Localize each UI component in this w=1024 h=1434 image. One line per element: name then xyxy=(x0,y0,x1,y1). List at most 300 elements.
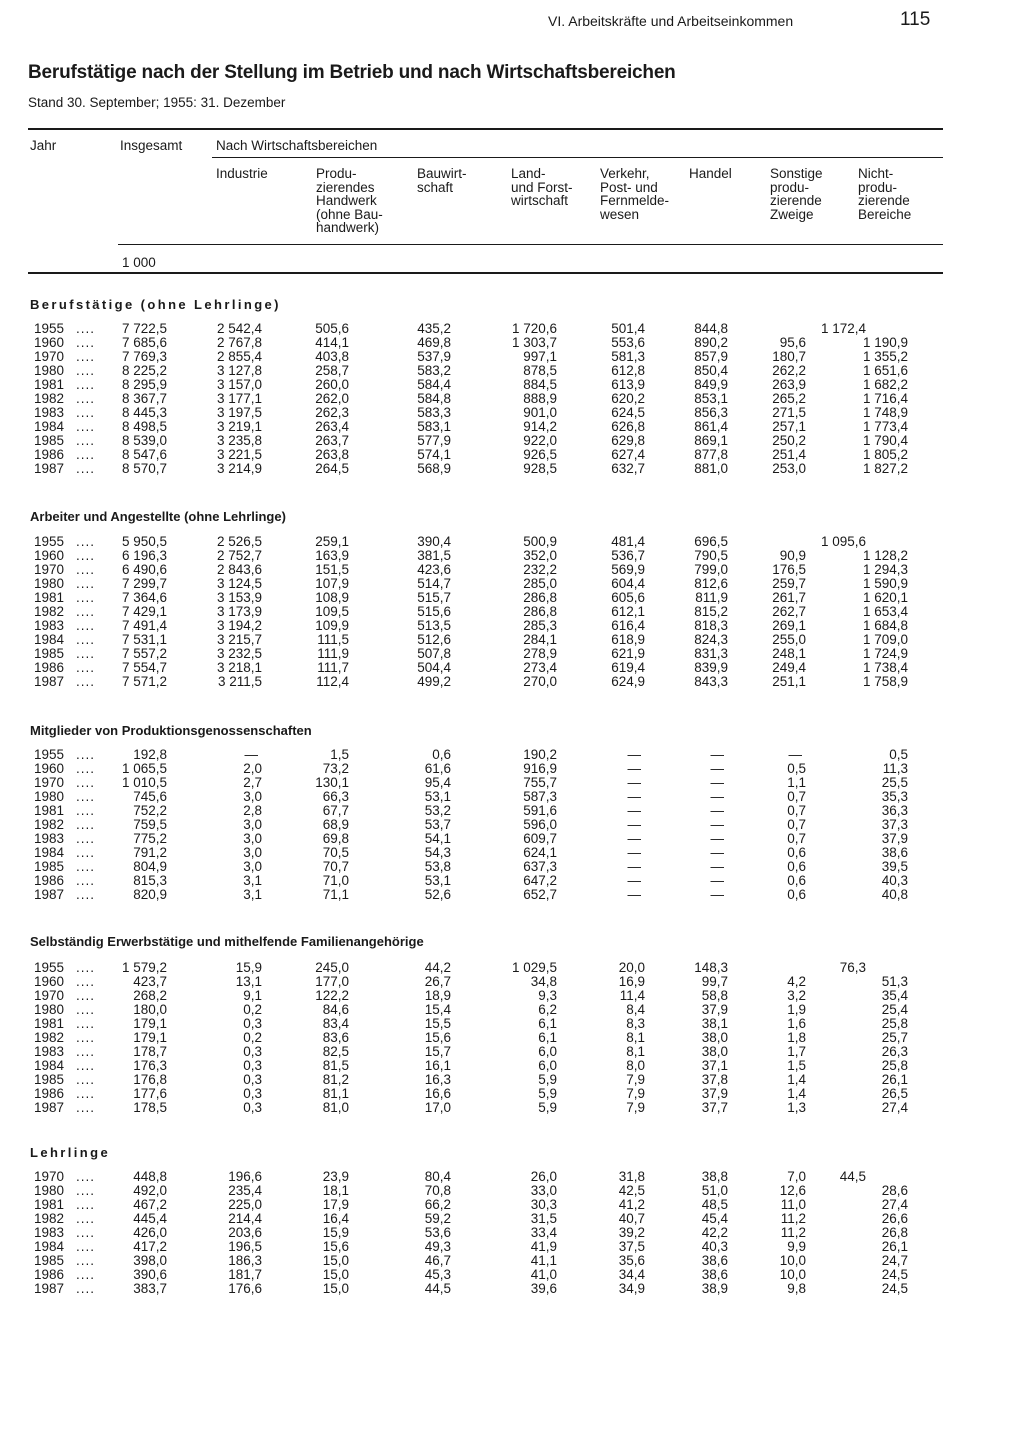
cell-industrie: 3 221,5 xyxy=(216,446,262,462)
cell-land-forst: 5,9 xyxy=(538,1085,557,1101)
cell-bauwirtschaft: 537,9 xyxy=(417,348,451,364)
cell-verkehr: 620,2 xyxy=(611,390,645,406)
cell-handwerk: 68,9 xyxy=(322,816,349,832)
leader-dots: .... xyxy=(76,404,96,420)
cell-industrie: 176,6 xyxy=(228,1280,262,1296)
row-year: 1984 xyxy=(34,844,65,860)
cell-land-forst: 286,8 xyxy=(523,589,557,605)
cell-verkehr: 612,1 xyxy=(611,603,645,619)
leader-dots: .... xyxy=(76,418,96,434)
cell-handel: 45,4 xyxy=(701,1210,728,1226)
cell-land-forst: 1 303,7 xyxy=(511,334,557,350)
cell-industrie: 13,1 xyxy=(235,973,262,989)
row-year: 1985 xyxy=(34,645,65,661)
cell-verkehr: 569,9 xyxy=(611,561,645,577)
row-year: 1980 xyxy=(34,1182,65,1198)
cell-land-forst: 878,5 xyxy=(523,362,557,378)
cell-land-forst: 926,5 xyxy=(523,446,557,462)
cell-handel: 815,2 xyxy=(694,603,728,619)
row-year: 1960 xyxy=(34,547,65,563)
row-year: 1987 xyxy=(34,673,65,689)
row-year: 1980 xyxy=(34,362,65,378)
cell-verkehr: 627,4 xyxy=(611,446,645,462)
cell-land-forst: 922,0 xyxy=(523,432,557,448)
cell-nicht-produzierende: 40,3 xyxy=(881,872,908,888)
cell-insgesamt: 7 722,5 xyxy=(121,321,167,336)
cell-land-forst: 278,9 xyxy=(523,645,557,661)
cell-verkehr: 40,7 xyxy=(618,1210,645,1226)
leader-dots: .... xyxy=(76,617,96,633)
cell-nicht-produzierende: 36,3 xyxy=(881,802,908,818)
cell-verkehr: — xyxy=(627,747,641,762)
cell-handel: 849,9 xyxy=(694,376,728,392)
cell-industrie: 3,0 xyxy=(243,816,262,832)
cell-handel: 42,2 xyxy=(701,1224,728,1240)
table-title: Berufstätige nach der Stellung im Betrieb und nach Wirtschaftsbereichen xyxy=(28,62,676,83)
cell-sonstige: 0,6 xyxy=(787,872,806,888)
cell-insgesamt: 1 010,5 xyxy=(121,774,167,790)
cell-insgesamt: 1 065,5 xyxy=(121,760,167,776)
cell-bauwirtschaft: 0,6 xyxy=(432,747,451,762)
cell-bauwirtschaft: 95,4 xyxy=(424,774,451,790)
cell-sonstige: 248,1 xyxy=(772,645,806,661)
cell-verkehr: 501,4 xyxy=(611,321,645,336)
cell-verkehr: 34,4 xyxy=(618,1266,645,1282)
cell-land-forst: 285,3 xyxy=(523,617,557,633)
cell-bauwirtschaft: 584,4 xyxy=(417,376,451,392)
cell-handel: 861,4 xyxy=(694,418,728,434)
cell-nicht-produzierende: 76,3 xyxy=(839,960,866,975)
cell-sonstige: 176,5 xyxy=(772,561,806,577)
cell-land-forst: 928,5 xyxy=(523,460,557,476)
col-nicht-produzierende: Nicht- produ- zierende Bereiche xyxy=(858,166,912,222)
cell-bauwirtschaft: 53,6 xyxy=(424,1224,451,1240)
cell-land-forst: 755,7 xyxy=(523,774,557,790)
cell-land-forst: 914,2 xyxy=(523,418,557,434)
cell-nicht-produzierende: 51,3 xyxy=(881,973,908,989)
table-row xyxy=(0,322,1024,336)
row-year: 1985 xyxy=(34,1071,65,1087)
cell-land-forst: 591,6 xyxy=(523,802,557,818)
cell-verkehr: 624,5 xyxy=(611,404,645,420)
cell-industrie: 0,3 xyxy=(243,1099,262,1115)
cell-verkehr: 619,4 xyxy=(611,659,645,675)
row-year: 1981 xyxy=(34,1196,65,1212)
cell-handwerk: 109,9 xyxy=(315,617,349,633)
cell-sonstige: 253,0 xyxy=(772,460,806,476)
cell-land-forst: 273,4 xyxy=(523,659,557,675)
section-title: Mitglieder von Produktionsgenossenschaften xyxy=(30,723,312,738)
row-year: 1970 xyxy=(34,987,65,1003)
leader-dots: .... xyxy=(76,1196,96,1212)
table-row xyxy=(0,860,1024,874)
cell-industrie: 0,3 xyxy=(243,1085,262,1101)
cell-sonstige: — xyxy=(788,747,802,762)
table-row xyxy=(0,888,1024,902)
row-year: 1984 xyxy=(34,1238,65,1254)
cell-land-forst: 6,0 xyxy=(538,1057,557,1073)
cell-industrie: 225,0 xyxy=(228,1196,262,1212)
cell-handel: 37,1 xyxy=(701,1057,728,1073)
cell-nicht-produzierende: 1 805,2 xyxy=(862,446,908,462)
cell-sonstige: 1,4 xyxy=(787,1085,806,1101)
leader-dots: .... xyxy=(76,987,96,1003)
cell-industrie: 15,9 xyxy=(235,960,262,975)
cell-verkehr: 624,9 xyxy=(611,673,645,689)
cell-insgesamt: 752,2 xyxy=(133,802,167,818)
cell-verkehr: — xyxy=(627,816,641,832)
cell-sonstige: 0,7 xyxy=(787,788,806,804)
cell-land-forst: 6,0 xyxy=(538,1043,557,1059)
row-year: 1970 xyxy=(34,774,65,790)
table-row xyxy=(0,748,1024,762)
row-year: 1960 xyxy=(34,334,65,350)
cell-land-forst: 352,0 xyxy=(523,547,557,563)
leader-dots: .... xyxy=(76,886,96,902)
cell-industrie: 3 197,5 xyxy=(216,404,262,420)
cell-handel: 37,7 xyxy=(701,1099,728,1115)
cell-insgesamt: 759,5 xyxy=(133,816,167,832)
cell-handwerk: 70,5 xyxy=(322,844,349,860)
cell-land-forst: 190,2 xyxy=(523,747,557,762)
table-row xyxy=(0,420,1024,434)
row-year: 1955 xyxy=(34,321,65,336)
cell-land-forst: 596,0 xyxy=(523,816,557,832)
cell-handwerk: 111,9 xyxy=(317,645,349,661)
table-row xyxy=(0,1017,1024,1031)
cell-handel: 857,9 xyxy=(694,348,728,364)
cell-verkehr: 35,6 xyxy=(618,1252,645,1268)
cell-handel: — xyxy=(710,774,724,790)
cell-insgesamt: 178,5 xyxy=(133,1099,167,1115)
row-year: 1980 xyxy=(34,575,65,591)
cell-handel: — xyxy=(710,886,724,902)
row-year: 1984 xyxy=(34,418,65,434)
cell-industrie: 3 211,5 xyxy=(217,673,262,689)
table-row xyxy=(0,619,1024,633)
cell-handwerk: 414,1 xyxy=(315,334,349,350)
cell-insgesamt: 417,2 xyxy=(133,1238,167,1254)
cell-nicht-produzierende: 1 190,9 xyxy=(862,334,908,350)
cell-handel: 824,3 xyxy=(694,631,728,647)
cell-insgesamt: 8 295,9 xyxy=(121,376,167,392)
cell-land-forst: 652,7 xyxy=(523,886,557,902)
cell-verkehr: 481,4 xyxy=(611,534,645,549)
cell-land-forst: 884,5 xyxy=(523,376,557,392)
cell-handwerk: 15,0 xyxy=(322,1280,349,1296)
table-row xyxy=(0,350,1024,364)
cell-sonstige: 259,7 xyxy=(772,575,806,591)
cell-bauwirtschaft: 423,6 xyxy=(417,561,451,577)
cell-sonstige: 271,5 xyxy=(772,404,806,420)
cell-bauwirtschaft: 52,6 xyxy=(424,886,451,902)
cell-sonstige: 255,0 xyxy=(772,631,806,647)
cell-nicht-produzierende: 37,3 xyxy=(881,816,908,832)
cell-nicht-produzierende: 26,8 xyxy=(881,1224,908,1240)
cell-industrie: 3 232,5 xyxy=(216,645,262,661)
leader-dots: .... xyxy=(76,589,96,605)
cell-industrie: 2,7 xyxy=(243,774,262,790)
cell-insgesamt: 179,1 xyxy=(133,1029,167,1045)
cell-insgesamt: 448,8 xyxy=(133,1169,167,1184)
cell-bauwirtschaft: 390,4 xyxy=(417,534,451,549)
table-row xyxy=(0,874,1024,888)
table-row xyxy=(0,846,1024,860)
cell-verkehr: 536,7 xyxy=(611,547,645,563)
table-row xyxy=(0,1268,1024,1282)
cell-insgesamt: 815,3 xyxy=(133,872,167,888)
cell-handwerk: 82,5 xyxy=(322,1043,349,1059)
cell-land-forst: 1 029,5 xyxy=(511,960,557,975)
cell-land-forst: 33,0 xyxy=(530,1182,557,1198)
cell-verkehr: 31,8 xyxy=(618,1169,645,1184)
row-year: 1981 xyxy=(34,376,65,392)
leader-dots: .... xyxy=(76,534,96,549)
cell-bauwirtschaft: 583,1 xyxy=(417,418,451,434)
cell-sonstige: 9,8 xyxy=(787,1280,806,1296)
section-title: Arbeiter und Angestellte (ohne Lehrlinge) xyxy=(30,509,286,524)
leader-dots: .... xyxy=(76,1252,96,1268)
cell-verkehr: 581,3 xyxy=(611,348,645,364)
cell-insgesamt: 467,2 xyxy=(133,1196,167,1212)
leader-dots: .... xyxy=(76,575,96,591)
cell-nicht-produzierende: 27,4 xyxy=(881,1196,908,1212)
cell-nicht-produzierende: 11,3 xyxy=(882,760,908,776)
cell-nicht-produzierende: 25,8 xyxy=(881,1015,908,1031)
leader-dots: .... xyxy=(76,816,96,832)
cell-industrie: 2,8 xyxy=(243,802,262,818)
cell-verkehr: 8,3 xyxy=(626,1015,645,1031)
cell-land-forst: 901,0 xyxy=(523,404,557,420)
cell-industrie: 2 752,7 xyxy=(216,547,262,563)
row-year: 1983 xyxy=(34,617,65,633)
cell-industrie: 3 219,1 xyxy=(216,418,262,434)
table-row xyxy=(0,1254,1024,1268)
col-group-wirtschaftsbereiche: Nach Wirtschaftsbereichen xyxy=(216,138,378,153)
cell-nicht-produzierende: 39,5 xyxy=(881,858,908,874)
cell-insgesamt: 7 531,1 xyxy=(121,631,167,647)
cell-nicht-produzierende: 1 294,3 xyxy=(862,561,908,577)
cell-handel: 877,8 xyxy=(694,446,728,462)
table-row xyxy=(0,1087,1024,1101)
cell-handwerk: 108,9 xyxy=(315,589,349,605)
cell-nicht-produzierende: 25,5 xyxy=(881,774,908,790)
table-row xyxy=(0,1240,1024,1254)
cell-verkehr: 616,4 xyxy=(611,617,645,633)
table-row xyxy=(0,1059,1024,1073)
cell-insgesamt: 8 539,0 xyxy=(121,432,167,448)
row-year: 1986 xyxy=(34,1085,65,1101)
row-year: 1986 xyxy=(34,872,65,888)
cell-handwerk: 81,2 xyxy=(322,1071,349,1087)
col-sonstige: Sonstige produ- zierende Zweige xyxy=(770,166,823,222)
table-row xyxy=(0,1003,1024,1017)
leader-dots: .... xyxy=(76,432,96,448)
cell-bauwirtschaft: 46,7 xyxy=(424,1252,451,1268)
cell-nicht-produzierende: 38,6 xyxy=(881,844,908,860)
cell-bauwirtschaft: 53,2 xyxy=(424,802,451,818)
cell-sonstige: 0,6 xyxy=(787,844,806,860)
cell-handel: — xyxy=(710,830,724,846)
cell-handwerk: 245,0 xyxy=(315,960,349,975)
page-number: 115 xyxy=(900,9,931,30)
cell-land-forst: 41,0 xyxy=(530,1266,557,1282)
cell-handel: — xyxy=(710,802,724,818)
cell-land-forst: 33,4 xyxy=(530,1224,557,1240)
row-year: 1955 xyxy=(34,534,65,549)
leader-dots: .... xyxy=(76,446,96,462)
cell-land-forst: 286,8 xyxy=(523,603,557,619)
table-row xyxy=(0,1073,1024,1087)
cell-verkehr: 8,0 xyxy=(626,1057,645,1073)
cell-handwerk: 264,5 xyxy=(315,460,349,476)
cell-bauwirtschaft: 507,8 xyxy=(417,645,451,661)
cell-nicht-produzierende: 1 653,4 xyxy=(862,603,908,619)
cell-nicht-produzierende: 26,1 xyxy=(881,1238,908,1254)
leader-dots: .... xyxy=(76,376,96,392)
cell-handwerk: 23,9 xyxy=(322,1169,349,1184)
cell-handel: 856,3 xyxy=(694,404,728,420)
table-row xyxy=(0,392,1024,406)
cell-nicht-produzierende: 1 651,6 xyxy=(862,362,908,378)
cell-handwerk: 109,5 xyxy=(315,603,349,619)
cell-insgesamt: 492,0 xyxy=(133,1182,167,1198)
cell-handwerk: 258,7 xyxy=(315,362,349,378)
cell-bauwirtschaft: 15,6 xyxy=(424,1029,451,1045)
unit-rule xyxy=(118,244,943,245)
cell-nicht-produzierende: 1 773,4 xyxy=(862,418,908,434)
table-row xyxy=(0,776,1024,790)
cell-bauwirtschaft: 513,5 xyxy=(417,617,451,633)
cell-insgesamt: 775,2 xyxy=(133,830,167,846)
leader-dots: .... xyxy=(76,1029,96,1045)
cell-handel: 38,0 xyxy=(701,1029,728,1045)
leader-dots: .... xyxy=(76,844,96,860)
cell-nicht-produzierende: 37,9 xyxy=(881,830,908,846)
cell-insgesamt: 6 490,6 xyxy=(121,561,167,577)
leader-dots: .... xyxy=(76,334,96,350)
cell-land-forst: 624,1 xyxy=(523,844,557,860)
cell-handwerk: 262,0 xyxy=(315,390,349,406)
table-row xyxy=(0,1282,1024,1296)
cell-sonstige: 1,7 xyxy=(787,1043,806,1059)
cell-industrie: 0,2 xyxy=(243,1001,262,1017)
cell-sonstige: 1,6 xyxy=(787,1015,806,1031)
cell-handwerk: 260,0 xyxy=(315,376,349,392)
cell-bauwirtschaft: 54,3 xyxy=(424,844,451,860)
table-row xyxy=(0,1184,1024,1198)
cell-bauwirtschaft: 54,1 xyxy=(424,830,451,846)
cell-handel: 40,3 xyxy=(701,1238,728,1254)
cell-industrie: — xyxy=(244,747,258,762)
table-row xyxy=(0,434,1024,448)
row-year: 1986 xyxy=(34,659,65,675)
cell-insgesamt: 390,6 xyxy=(133,1266,167,1282)
cell-insgesamt: 804,9 xyxy=(133,858,167,874)
cell-verkehr: 613,9 xyxy=(611,376,645,392)
section-title: Berufstätige (ohne Lehrlinge) xyxy=(30,297,281,312)
cell-handwerk: 81,1 xyxy=(322,1085,349,1101)
cell-land-forst: 5,9 xyxy=(538,1099,557,1115)
cell-bauwirtschaft: 53,1 xyxy=(424,788,451,804)
table-row xyxy=(0,762,1024,776)
cell-handel: 811,9 xyxy=(695,589,728,605)
cell-industrie: 0,3 xyxy=(243,1071,262,1087)
cell-nicht-produzierende: 35,3 xyxy=(881,788,908,804)
cell-nicht-produzierende: 25,8 xyxy=(881,1057,908,1073)
table-subtitle: Stand 30. September; 1955: 31. Dezember xyxy=(28,95,286,110)
cell-handel: 148,3 xyxy=(694,960,728,975)
cell-sonstige: 0,7 xyxy=(787,830,806,846)
table-row xyxy=(0,961,1024,975)
cell-handwerk: 17,9 xyxy=(322,1196,349,1212)
cell-verkehr: 629,8 xyxy=(611,432,645,448)
cell-bauwirtschaft: 574,1 xyxy=(417,446,451,462)
cell-nicht-produzierende: 25,7 xyxy=(881,1029,908,1045)
cell-handwerk: 15,9 xyxy=(322,1224,349,1240)
cell-industrie: 3,0 xyxy=(243,788,262,804)
cell-land-forst: 637,3 xyxy=(523,858,557,874)
leader-dots: .... xyxy=(76,1043,96,1059)
cell-handel: 38,1 xyxy=(701,1015,728,1031)
cell-bauwirtschaft: 66,2 xyxy=(424,1196,451,1212)
leader-dots: .... xyxy=(76,1266,96,1282)
cell-bauwirtschaft: 15,4 xyxy=(424,1001,451,1017)
cell-land-forst: 6,1 xyxy=(538,1029,557,1045)
cell-land-forst: 500,9 xyxy=(523,534,557,549)
row-year: 1970 xyxy=(34,348,65,364)
cell-sonstige: 10,0 xyxy=(779,1266,806,1282)
cell-sonstige: 0,7 xyxy=(787,816,806,832)
cell-insgesamt: 8 547,6 xyxy=(121,446,167,462)
cell-insgesamt: 7 491,4 xyxy=(121,617,167,633)
cell-insgesamt: 398,0 xyxy=(133,1252,167,1268)
cell-handwerk: 81,5 xyxy=(322,1057,349,1073)
cell-verkehr: 34,9 xyxy=(618,1280,645,1296)
group-rule xyxy=(212,157,943,158)
cell-verkehr: — xyxy=(627,844,641,860)
table-row xyxy=(0,378,1024,392)
cell-bauwirtschaft: 435,2 xyxy=(417,321,451,336)
cell-nicht-produzierende: 44,5 xyxy=(839,1169,866,1184)
cell-verkehr: — xyxy=(627,788,641,804)
cell-bauwirtschaft: 53,8 xyxy=(424,858,451,874)
cell-insgesamt: 8 367,7 xyxy=(121,390,167,406)
cell-handwerk: 111,7 xyxy=(317,659,349,675)
cell-sonstige: 1,5 xyxy=(787,1057,806,1073)
cell-handwerk: 263,4 xyxy=(315,418,349,434)
cell-land-forst: 587,3 xyxy=(523,788,557,804)
cell-land-forst: 609,7 xyxy=(523,830,557,846)
row-year: 1987 xyxy=(34,1280,65,1296)
cell-insgesamt: 6 196,3 xyxy=(121,547,167,563)
cell-bauwirtschaft: 512,6 xyxy=(417,631,451,647)
cell-handwerk: 263,7 xyxy=(315,432,349,448)
cell-verkehr: 618,9 xyxy=(611,631,645,647)
cell-handwerk: 15,0 xyxy=(322,1252,349,1268)
cell-bauwirtschaft: 469,8 xyxy=(417,334,451,350)
cell-verkehr: — xyxy=(627,830,641,846)
col-handel: Handel xyxy=(689,166,732,181)
table-row xyxy=(0,549,1024,563)
row-year: 1970 xyxy=(34,561,65,577)
cell-bauwirtschaft: 568,9 xyxy=(417,460,451,476)
cell-bauwirtschaft: 515,6 xyxy=(417,603,451,619)
cell-industrie: 2 542,4 xyxy=(216,321,262,336)
row-year: 1985 xyxy=(34,432,65,448)
cell-industrie: 0,3 xyxy=(243,1015,262,1031)
cell-handwerk: 111,5 xyxy=(317,631,349,647)
